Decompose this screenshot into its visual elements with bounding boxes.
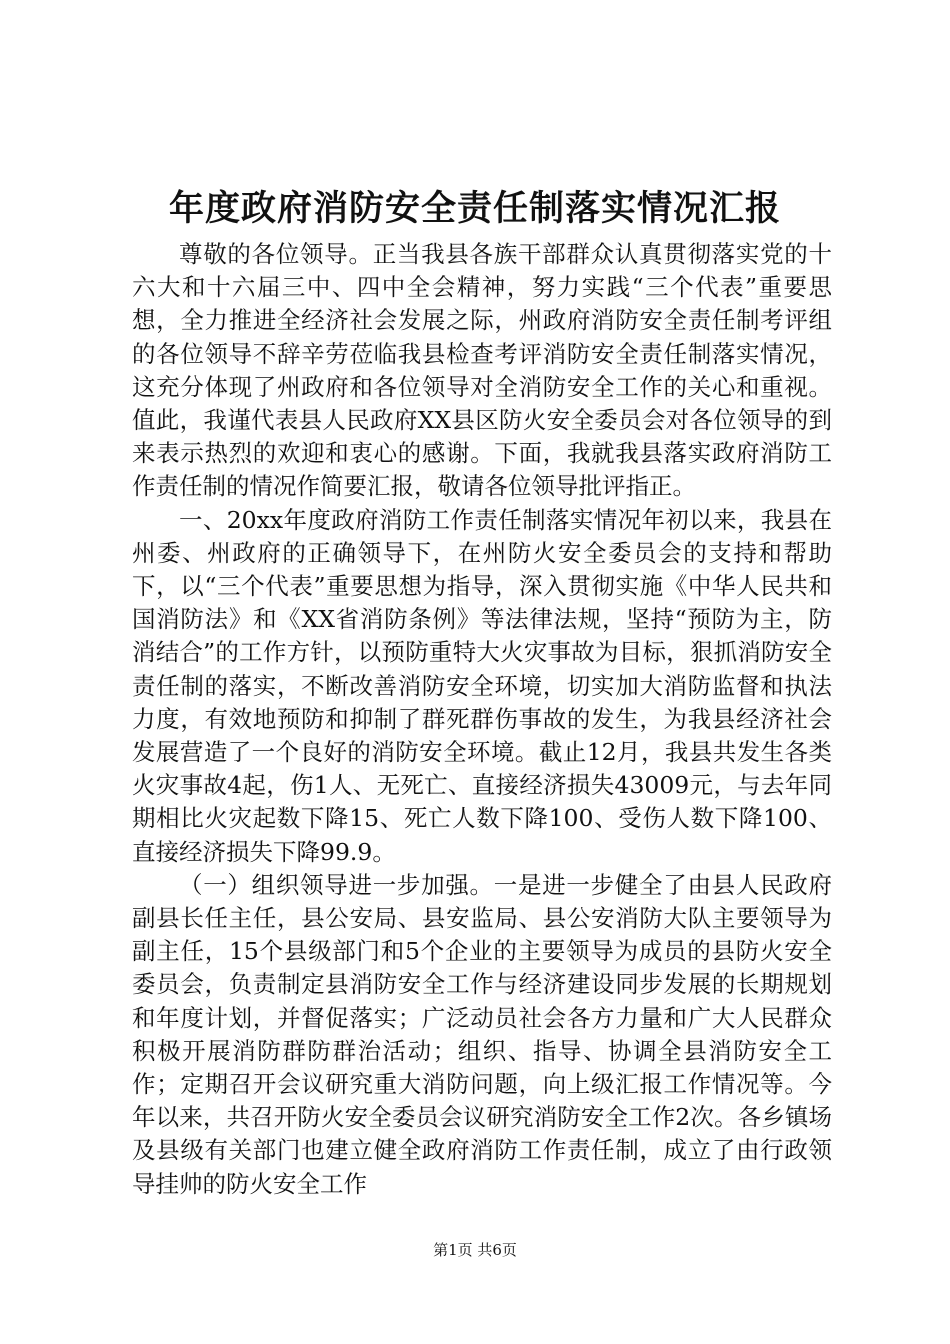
paragraph-organization: （一）组织领导进一步加强。一是进一步健全了由县人民政府副县长任主任，县公安局、县安监局、县公安消防大队主要领导为副主任，15个县级部门和5个企业的主要领导为成员的县防火安全委员会，负责制定县消防安全工作与经济建设同步发展的长期规划和年度计划，并督促落实；广泛动员社会各方力量和广大人民群众积极开展消防群防群治活动；组织、指导、协调全县消防安全工作；定期召开会议研究重大消防问题，向上级汇报工作情况等。今年以来，共召开防火安全委员会议研究消防安全工作2次。各乡镇场及县级有关部门也建立健全政府消防工作责任制，成立了由行政领导挂帅的防火安全工作 <box>132 870 832 1198</box>
paragraph-section-one: 一、20xx年度政府消防工作责任制落实情况年初以来，我县在州委、州政府的正确领导下，在州防火安全委员会的支持和帮助下，以“三个代表”重要思想为指导，深入贯彻实施《中华人民共和国消防法》和《XX省消防条例》等法律法规，坚持“预防为主，防消结合”的工作方针，以预防重特大火灾事故为目标，狠抓消防安全责任制的落实，不断改善消防安全环境，切实加大消防监督和执法力度，有效地预防和抑制了群死群伤事故的发生，为我县经济社会发展营造了一个良好的消防安全环境。截止12月，我县共发生各类火灾事故4起，伤1人、无死亡、直接经济损失43009元，与去年同期相比火灾起数下降15、死亡人数下降100、受伤人数下降100、直接经济损失下降99.9。 <box>132 505 832 866</box>
document-title: 年度政府消防安全责任制落实情况汇报 <box>168 188 781 229</box>
page-footer: 第1页 共6页 <box>433 1241 517 1259</box>
paragraph-greeting: 尊敬的各位领导。正当我县各族干部群众认真贯彻落实党的十六大和十六届三中、四中全会精神，努力实践“三个代表”重要思想，全力推进全经济社会发展之际，州政府消防安全责任制考评组的各位领导不辞辛劳莅临我县检查考评消防安全责任制落实情况，这充分体现了州政府和各位领导对全消防安全工作的关心和重视。值此，我谨代表县人民政府XX县区防火安全委员会对各位领导的到来表示热烈的欢迎和衷心的感谢。下面，我就我县落实政府消防工作责任制的情况作简要汇报，敬请各位领导批评指正。 <box>132 240 832 501</box>
document-body <box>132 238 832 1201</box>
